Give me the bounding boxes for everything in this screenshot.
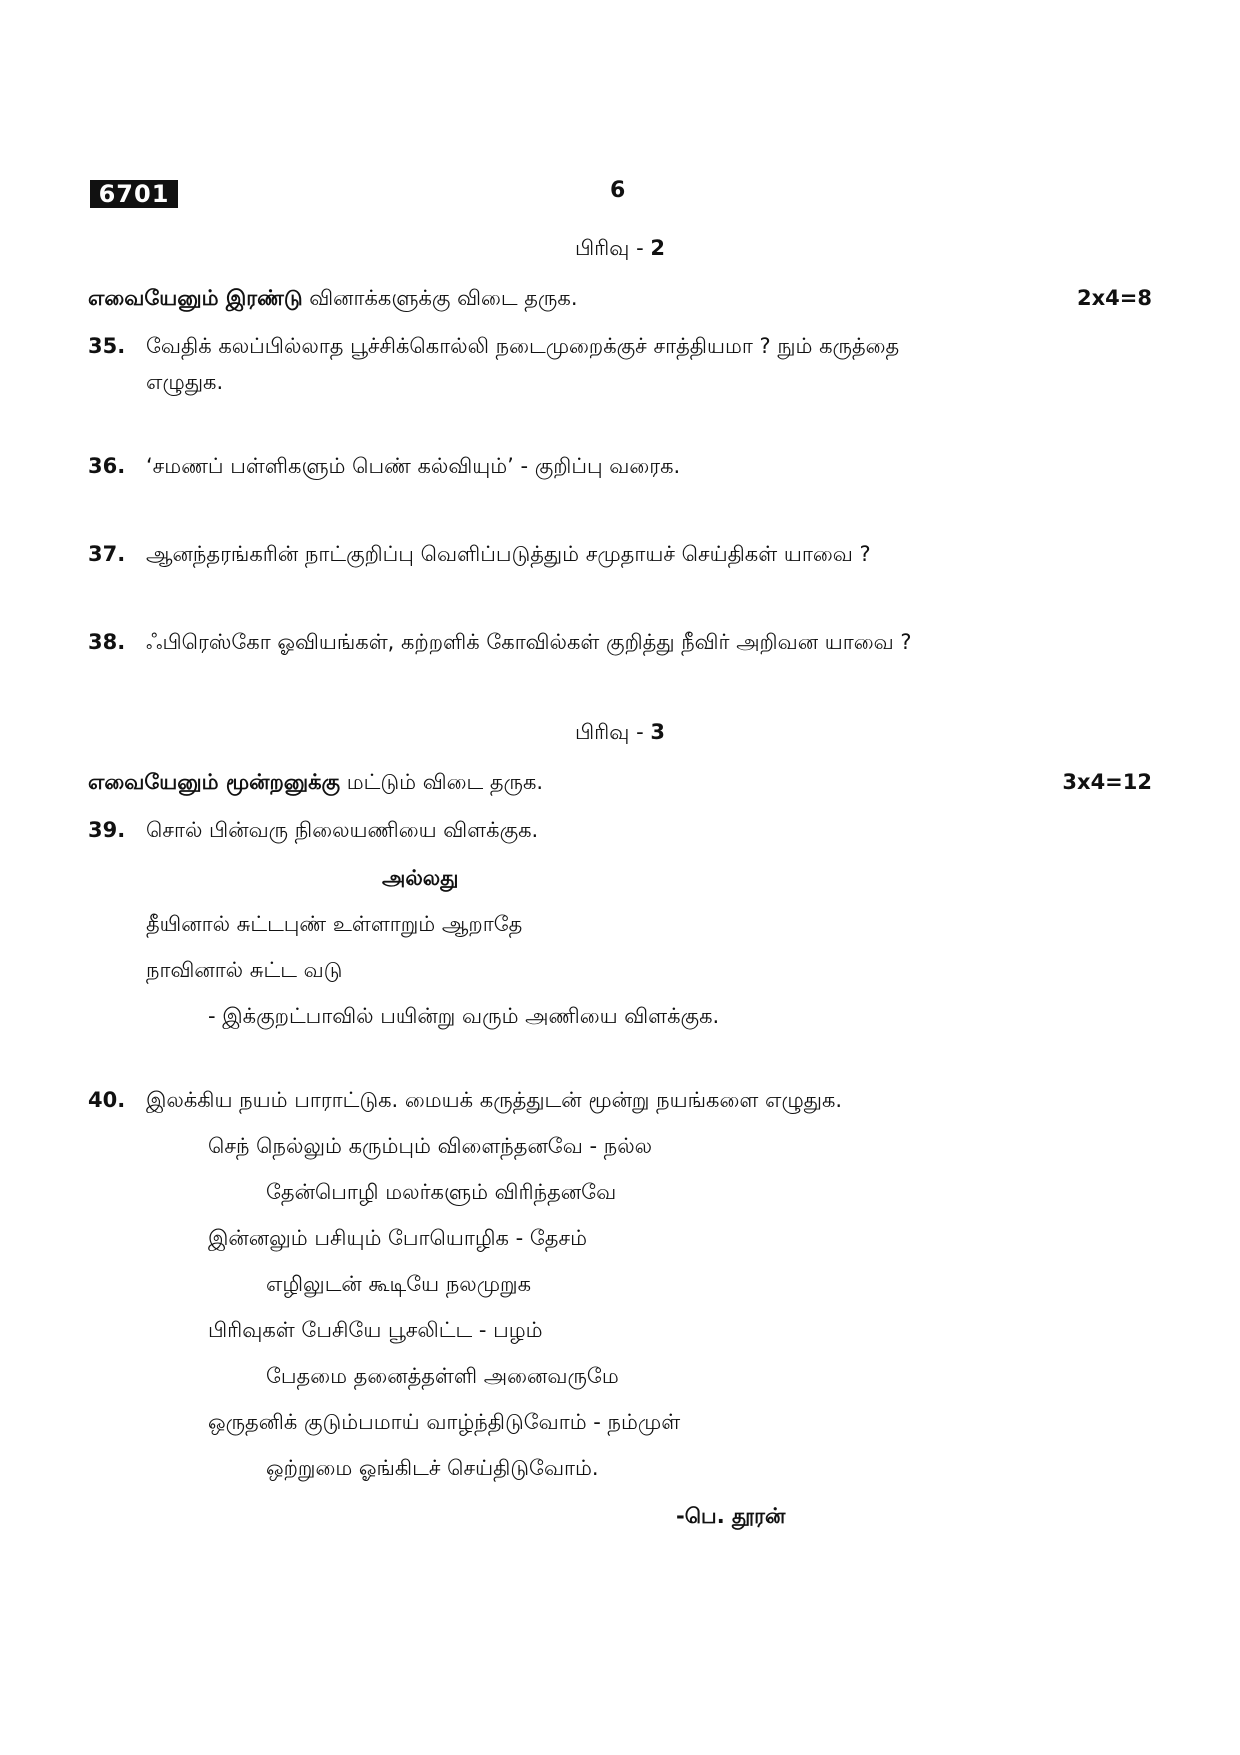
poem-line: ஒற்றுமை ஓங்கிடச் செய்திடுவோம். bbox=[266, 1456, 599, 1480]
question-text: ஆனந்தரங்கரின் நாட்குறிப்பு வெளிப்படுத்தும் சமுதாயச் செய்திகள் யாவை ? bbox=[146, 542, 871, 566]
poem-line: இன்னலும் பசியும் போயொழிக - தேசம் bbox=[208, 1226, 587, 1250]
question-text: ஃபிரெஸ்கோ ஓவியங்கள், கற்றளிக் கோவில்கள் குறித்து நீவிர் அறிவன யாவை ? bbox=[146, 630, 912, 654]
poem-line: தேன்பொழி மலர்களும் விரிந்தனவே bbox=[266, 1180, 617, 1204]
section-2-instruction: எவையேனும் இரண்டு வினாக்களுக்கு விடை தருக. bbox=[88, 286, 578, 310]
paper-code-badge: 6701 bbox=[90, 180, 178, 208]
question-text: வேதிக் கலப்பில்லாத பூச்சிக்கொல்லி நடைமுறைக்குச் சாத்தியமா ? நும் கருத்தை bbox=[146, 334, 900, 358]
section-2-title: பிரிவு - 2 bbox=[575, 236, 665, 260]
question-text-cont: எழுதுக. bbox=[146, 370, 224, 394]
verse-line: நாவினால் சுட்ட வடு bbox=[146, 958, 343, 982]
poem-line: பிரிவுகள் பேசியே பூசலிட்ட - பழம் bbox=[208, 1318, 543, 1342]
poem-author: -பெ. தூரன் bbox=[676, 1504, 786, 1528]
or-label: அல்லது bbox=[382, 866, 459, 890]
section-3-title: பிரிவு - 3 bbox=[575, 720, 665, 744]
section-3-marks: 3x4=12 bbox=[1062, 770, 1152, 794]
question-text: இலக்கிய நயம் பாராட்டுக. மையக் கருத்துடன் மூன்று நயங்களை எழுதுக. bbox=[146, 1088, 843, 1112]
question-text: சொல் பின்வரு நிலையணியை விளக்குக. bbox=[146, 818, 539, 842]
question-number: 40. bbox=[88, 1088, 126, 1112]
question-number: 39. bbox=[88, 818, 126, 842]
verse-line: தீயினால் சுட்டபுண் உள்ளாறும் ஆறாதே bbox=[146, 912, 523, 936]
poem-line: எழிலுடன் கூடியே நலமுறுக bbox=[266, 1272, 532, 1296]
section-3-instruction: எவையேனும் மூன்றனுக்கு மட்டும் விடை தருக. bbox=[88, 770, 544, 794]
question-number: 37. bbox=[88, 542, 126, 566]
question-subtext: - இக்குறட்பாவில் பயின்று வரும் அணியை விளக்குக. bbox=[208, 1004, 720, 1028]
page-number: 6 bbox=[610, 178, 626, 203]
poem-line: ஒருதனிக் குடும்பமாய் வாழ்ந்திடுவோம் - நம்முள் bbox=[208, 1410, 681, 1434]
poem-line: பேதமை தனைத்தள்ளி அனைவருமே bbox=[266, 1364, 619, 1388]
question-text: ‘சமணப் பள்ளிகளும் பெண் கல்வியும்’ - குறிப்பு வரைக. bbox=[146, 454, 681, 478]
poem-line: செந் நெல்லும் கரும்பும் விளைந்தனவே - நல்ல bbox=[208, 1134, 653, 1158]
question-number: 35. bbox=[88, 334, 126, 358]
question-number: 36. bbox=[88, 454, 126, 478]
section-2-marks: 2x4=8 bbox=[1077, 286, 1152, 310]
question-number: 38. bbox=[88, 630, 126, 654]
